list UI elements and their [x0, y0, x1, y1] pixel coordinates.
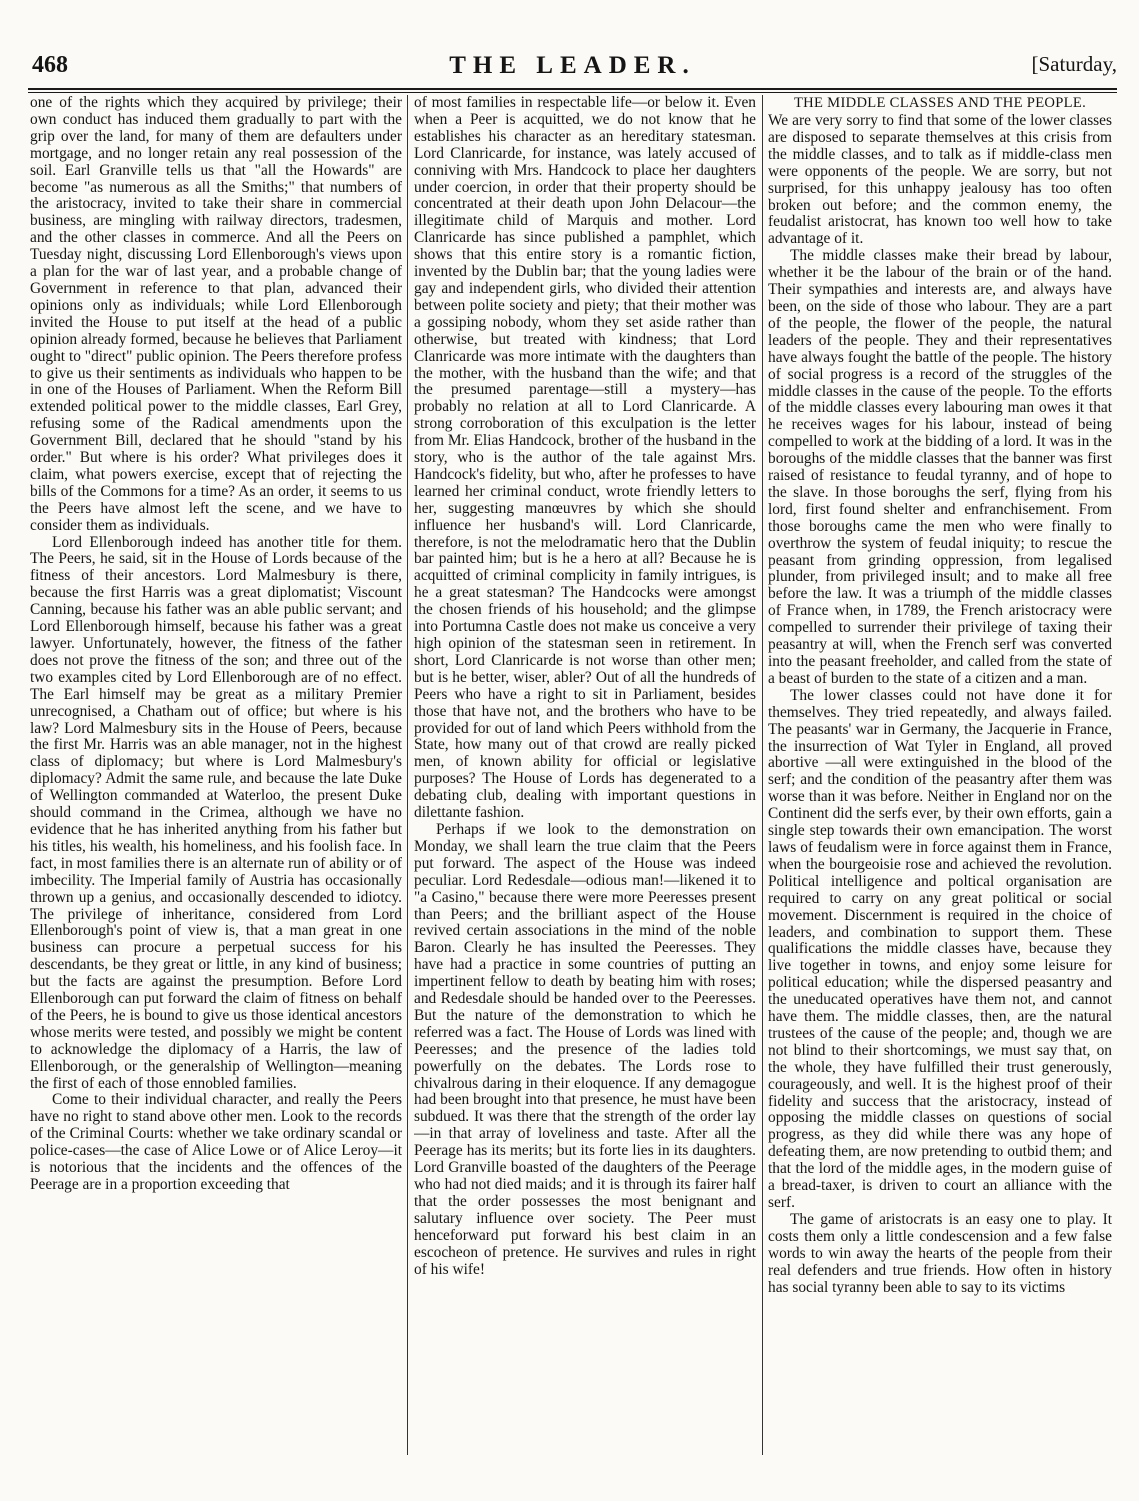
column-3-paragraph-1: We are very sorry to find that some of the lower classes are disposed to separate themselves at this crisis from the middle classes, and to talk as if middle-class men were opponents of the people. We are sorry, but not surprised, for this unhappy jealousy has too often broken out before; and the common enemy, the feudalist aristocrat, has known too well how to take advantage of it.: [768, 112, 1112, 248]
column-1-paragraph-1: one of the rights which they acquired by privilege; their own conduct has induced them gradually to part with the grip over the land, for many of them are defaulters under mortgage, and no longer retain any real possession of the soil. Earl Granville tells us that "all the Howards" are become "as numerous as all the Smiths;" that numbers of the aristocracy, invited to take their share in commercial business, are mingling with railway directors, tradesmen, and the other classes in commerce. And all the Peers on Tuesday night, discussing Lord Ellenborough's views upon a plan for the war of last year, and a probable change of Government in reference to that plan, advanced their opinions only as individuals; while Lord Ellenborough invited the House to put itself at the head of a public opinion already formed, because he believes that Parliament ought to "direct" public opinion. The Peers therefore profess to give us their sentiments as individuals who happen to be in one of the Houses of Parliament. When the Reform Bill extended political power to the middle classes, Earl Grey, refusing some of the Radical amendments upon the Government Bill, declared that he should "stand by his order." But where is his order? What privileges does it claim, what powers exercise, except that of rejecting the bills of the Commons for a time? As an order, it seems to us the Peers have almost left the scene, and we have to consider them as individuals.: [30, 95, 402, 534]
article-title: THE MIDDLE CLASSES AND THE PEOPLE.: [793, 95, 1087, 111]
page-number: 468: [32, 52, 68, 78]
column-3-paragraph-3: The lower classes could not have done it for themselves. They tried repeatedly, and always failed. The peasants' war in Germany, the Jacquerie in France, the insurrection of Wat Tyler in England, all proved abortive —all were extinguished in the blood of the serf; and the condition of the peasantry after them was worse than it was before. Neither in England nor on the Continent did the serfs ever, by their own efforts, gain a single step towards their own emancipation. The worst laws of feudalism were in force against them in France, when the bourgeoisie rose and achieved the revolution. Political intelligence and poltical organisation are required to carry on any great political or social movement. Discernment is required in the choice of leaders, and combination to support them. These qualifications the middle classes have, because they live together in towns, and enjoy some leisure for political education; while the dispersed peasantry and the uneducated operatives have them not, and cannot have them. The middle classes, then, are the natural trustees of the cause of the people; and, though we are not blind to their shortcomings, we must say that, on the whole, they have fulfilled their trust generously, courageously, and well. It is the highest proof of their fidelity and success that the aristocracy, instead of opposing the middle classes on questions of social progress, as they did while there was any hope of defeating them, are now pretending to outbid them; and that the lord of the middle ages, in the modern guise of a bread-taxer, is driven to court an alliance with the serf.: [768, 686, 1112, 1211]
column-1-paragraph-3: Come to their individual character, and really the Peers have no right to stand above other men. Look to the records of the Criminal Courts: whether we take ordinary scandal or police-cases—the case of Alice Lowe or of Alice Leroy—it is notorious that the incidents and the offences of the Peerage are in a proportion exceeding that: [30, 1091, 402, 1193]
column-1-paragraph-2: Lord Ellenborough indeed has another title for them. The Peers, he said, sit in the House of Lords because of the fitness of their ancestors. Lord Malmesbury is there, because the first Harris was a great diplomatist; Viscount Canning, because his father was an able public servant; and Lord Ellenborough himself, because his father was a great lawyer. Unfortunately, however, the fitness of the father does not prove the fitness of the son; and three out of the two examples cited by Lord Ellenborough are of no effect. The Earl himself may be great as a military Premier unrecognised, a Chatham out of office; but where is his law? Lord Malmesbury sits in the House of Peers, because the first Mr. Harris was an able manager, not in the highest class of diplomacy; but where is Lord Malmesbury's diplomacy? Admit the same rule, and because the late Duke of Wellington commanded at Waterloo, the present Duke should command in the Crimea, although we have no evidence that he has inherited anything from his father but his titles, his wealth, his homeliness, and his foolish face. In fact, in most families there is an alternate run of ability or of imbecility. The Imperial family of Austria has occasionally thrown up a genius, and occasionally descended to idiotcy. The privilege of inheritance, considered from Lord Ellenborough's point of view is, that a man great in one business can procure a perpetual success for his descendants, be they great or little, in any kind of business; but the facts are against the presumption. Before Lord Ellenborough can put forward the claim of fitness on behalf of the Peers, he is bound to give us those identical ancestors whose merits were tested, and possibly we might be content to acknowledge the diplomacy of a Harris, the law of Ellenborough, or the generalship of Wellington—meaning the first of each of those ennobled families.: [30, 533, 402, 1092]
header-rule-thick: [28, 88, 1117, 90]
header-day: [Saturday,: [1031, 52, 1117, 76]
column-2-paragraph-2: Perhaps if we look to the demonstration on Monday, we shall learn the true claim that the Peers put forward. The aspect of the House was indeed peculiar. Lord Redesdale—odious man!—likened it to "a Casino," because there were more Peeresses present than Peers; and the brilliant aspect of the House revived certain associations in the mind of the noble Baron. Clearly he has insulted the Peeresses. They have had a practice in some countries of putting an impertinent fellow to death by beating him with roses; and Redesdale should be handed over to the Peeresses. But the nature of the demonstration to which he referred was a fact. The House of Lords was lined with Peeresses; and the presence of the ladies told powerfully on the debates. The Lords rose to chivalrous daring in their eloquence. If any demagogue had been brought into that presence, he must have been subdued. It was there that the strength of the order lay—in that array of loveliness and taste. After all the Peerage has its merits; but its forte lies in its daughters. Lord Granville boasted of the daughters of the Peerage who had not died maids; and it is through its fairer half that the order possesses the most benignant and salutary influence over society. The Peer must henceforward put forward his best claim in an escocheon of pretence. He survives and rules in right of his wife!: [414, 820, 756, 1278]
column-1: [30, 95, 402, 1425]
page-header: [28, 48, 1117, 88]
column-divider-2: [762, 95, 763, 1455]
column-3-paragraph-2: The middle classes make their bread by labour, whether it be the labour of the brain or of the hand. Their sympathies and interests are, and always have been, on the side of those who labour. They are a part of the people, the flower of the people, the natural leaders of the people. They and their representatives have always fought the battle of the people. The history of social progress is a record of the struggles of the middle classes in the cause of the people. To the efforts of the middle classes every labouring man owes it that he receives wages for his labour, instead of being compelled to work at the bidding of a lord. It was in the boroughs of the middle classes that the banner was first raised of resistance to feudal tyranny, and of hope to the slave. In those boroughs the serf, flying from his lord, first found shelter and enfranchisement. From those boroughs came the men who were finally to overthrow the system of feudal iniquity; to rescue the peasant from grinding oppression, from legalised plunder, from privileged insult; and to make all free before the law. It was a triumph of the middle classes of France when, in 1789, the French aristocracy were compelled to surrender their privilege of taxing their peasantry at will, when the French serf was converted into the peasant freeholder, and called from the state of a beast of burden to the state of a citizen and a man.: [768, 247, 1112, 687]
column-3-paragraph-4: The game of aristocrats is an easy one to play. It costs them only a little condescension and a few false words to win away the hearts of the people from their real defenders and true friends. How often in history has social tyranny been able to say to its victims: [768, 1210, 1112, 1296]
header-rule-thin: [28, 92, 1117, 93]
masthead-title: THE LEADER.: [449, 52, 696, 79]
column-3: [768, 95, 1112, 1425]
column-2: [414, 95, 756, 1425]
column-divider-1: [407, 95, 408, 1455]
column-2-paragraph-1: of most families in respectable life—or below it. Even when a Peer is acquitted, we do not know that he establishes his character as an hereditary statesman. Lord Clanricarde, for instance, was lately accused of conniving with Mrs. Handcock to place her daughters under coercion, in order that their property should be concentrated at their death upon John Delacour—the illegitimate child of Marquis and mother. Lord Clanricarde has since published a pamphlet, which shows that this entire story is a romantic fiction, invented by the Dublin bar; that the young ladies were gay and independent girls, who divided their attention between polite society and piety; that their mother was a gossiping nobody, whom they set aside rather than otherwise, but treated with kindness; that Lord Clanricarde was more intimate with the daughters than the mother, with the husband than the wife; and that the presumed parentage—still a mystery—has probably no relation at all to Lord Clanricarde. A strong corroboration of this exculpation is the letter from Mr. Elias Handcock, brother of the husband in the story, who is the author of the tale against Mrs. Handcock's fidelity, but who, after he professes to have learned her criminal conduct, wrote friendly letters to her, suggesting manœuvres by which she should influence her husband's will. Lord Clanricarde, therefore, is not the melodramatic hero that the Dublin bar painted him; but is he a hero at all? Because he is acquitted of criminal complicity in family intrigues, is he a great statesman? The Handcocks were amongst the chosen friends of his household; and the glimpse into Portumna Castle does not make us conceive a very high opinion of the statesman seen in retirement. In short, Lord Clanricarde is not worse than other men; but is he better, wiser, abler? Out of all the hundreds of Peers who have a right to sit in Parliament, besides those that have not, and the brothers who have to be provided for out of land which Peers withhold from the State, how many out of that crowd are really picked men, of known ability for official or legislative purposes? The House of Lords has degenerated to a debating club, dealing with important questions in dilettante fashion.: [414, 95, 756, 822]
